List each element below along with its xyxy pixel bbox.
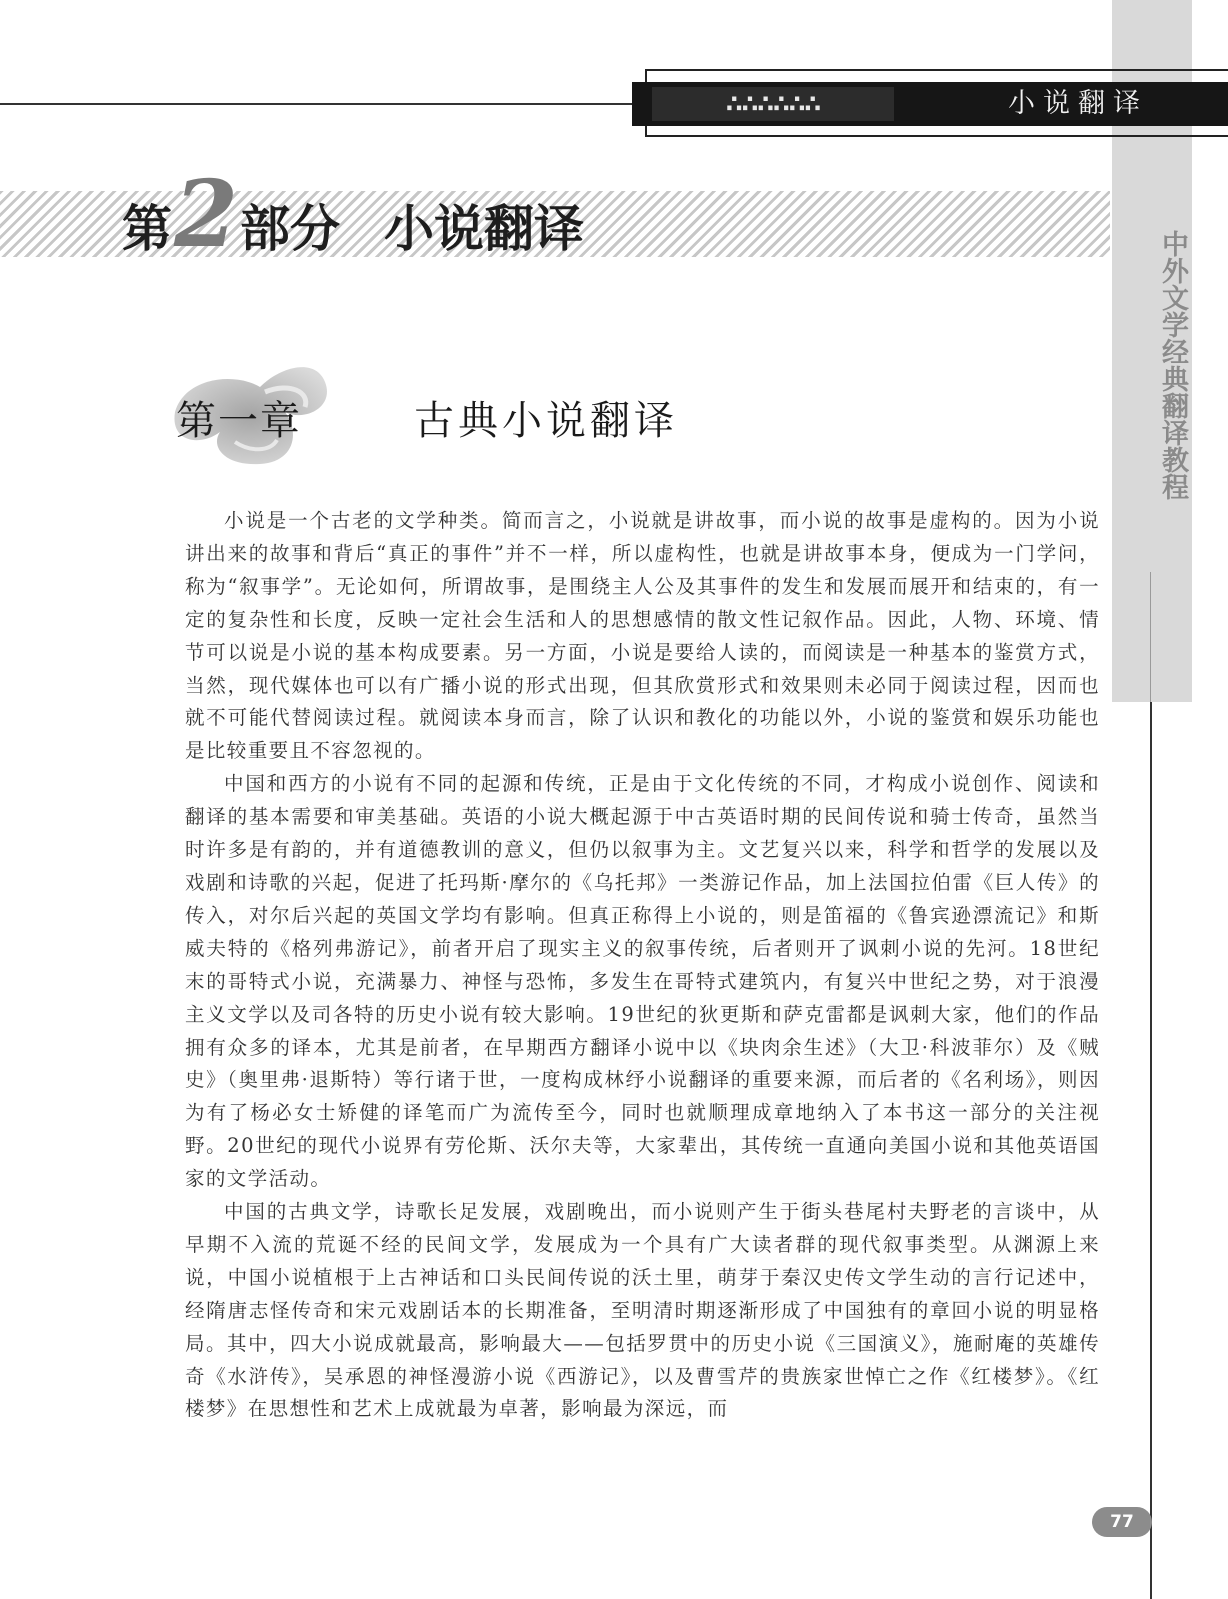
body-text (185, 505, 1100, 1426)
side-divider (1150, 572, 1151, 702)
chapter-title: 古典小说翻译 (414, 398, 678, 444)
right-margin-rule (1150, 702, 1152, 1599)
part-suffix: 部分 (240, 200, 341, 258)
paragraph: 小说是一个古老的文学种类。简而言之，小说就是讲故事，而小说的故事是虚构的。因为小说讲出来的故事和背后“真正的事件”并不一样，所以虚构性，也就是讲故事本身，便成为一门学问，称为“叙事学”。无论如何，所谓故事，是围绕主人公及其事件的发生和发展而展开和结束的，有一定的复杂性和长度，反映一定社会生活和人的思想感情的散文性记叙作品。因此，人物、环境、情节可以说是小说的基本构成要素。另一方面，小说是要给人读的，而阅读是一种基本的鉴赏方式，当然，现代媒体也可以有广播小说的形式出现，但其欣赏形式和效果则未必同于阅读过程，因而也就不可能代替阅读过程。就阅读本身而言，除了认识和教化的功能以外，小说的鉴赏和娱乐功能也是比较重要且不容忽视的。 (185, 509, 1100, 763)
paragraph: 中国的古典文学，诗歌长足发展，戏剧晚出，而小说则产生于街头巷尾村夫野老的言谈中，从早期不入流的荒诞不经的民间文学，发展成为一个具有广大读者群的现代叙事类型。从渊源上来说，中国小说植根于上古神话和口头民间传说的沃土里，萌芽于秦汉史传文学生动的言行记述中，经隋唐志怪传奇和宋元戏剧话本的长期准备，至明清时期逐渐形成了中国独有的章回小说的明显格局。其中，四大小说成就最高，影响最大——包括罗贯中的历史小说《三国演义》，施耐庵的英雄传奇《水浒传》，吴承恩的神怪漫游小说《西游记》，以及曹雪芹的贵族家世悼亡之作《红楼梦》。《红楼梦》在思想性和艺术上成就最为卓著，影响最为深远，而 (185, 1200, 1100, 1421)
running-header-title: 小说翻译 (1008, 88, 1148, 119)
part-title: 小说翻译 (384, 200, 585, 258)
header-rule (0, 103, 632, 105)
chapter-label: 第一章 (176, 398, 302, 444)
book-title-vertical: 中外文学经典翻译教程 (1157, 230, 1188, 500)
page-number: 77 (1092, 1507, 1152, 1537)
paragraph: 中国和西方的小说有不同的起源和传统，正是由于文化传统的不同，才构成小说创作、阅读和翻译的基本需要和审美基础。英语的小说大概起源于中古英语时期的民间传说和骑士传奇，虽然当时许多是有韵的，并有道德教训的意义，但仍以叙事为主。文艺复兴以来，科学和哲学的发展以及戏剧和诗歌的兴起，促进了托玛斯·摩尔的《乌托邦》一类游记作品，加上法国拉伯雷《巨人传》的传入，对尔后兴起的英国文学均有影响。但真正称得上小说的，则是笛福的《鲁宾逊漂流记》和斯威夫特的《格列弗游记》，前者开启了现实主义的叙事传统，后者则开了讽刺小说的先河。18世纪末的哥特式小说，充满暴力、神怪与恐怖，多发生在哥特式建筑内，有复兴中世纪之势，对于浪漫主义文学以及司各特的历史小说有较大影响。19世纪的狄更斯和萨克雷都是讽刺大家，他们的作品拥有众多的译本，尤其是前者，在早期西方翻译小说中以《块肉余生述》（大卫·科波菲尔）及《贼史》（奥里弗·退斯特）等行诸于世，一度构成林纾小说翻译的重要来源，而后者的《名利场》，则因为有了杨必女士矫健的译笔而广为流传至今，同时也就顺理成章地纳入了本书这一部分的关注视野。20世纪的现代小说界有劳伦斯、沃尔夫等，大家辈出，其传统一直通向美国小说和其他英语国家的文学活动。 (185, 772, 1100, 1191)
part-prefix: 第 (122, 200, 172, 258)
header-decoration: ∴∴∴∴∴∴ (652, 87, 894, 121)
part-number: 2 (174, 160, 239, 268)
part-heading (122, 160, 585, 268)
